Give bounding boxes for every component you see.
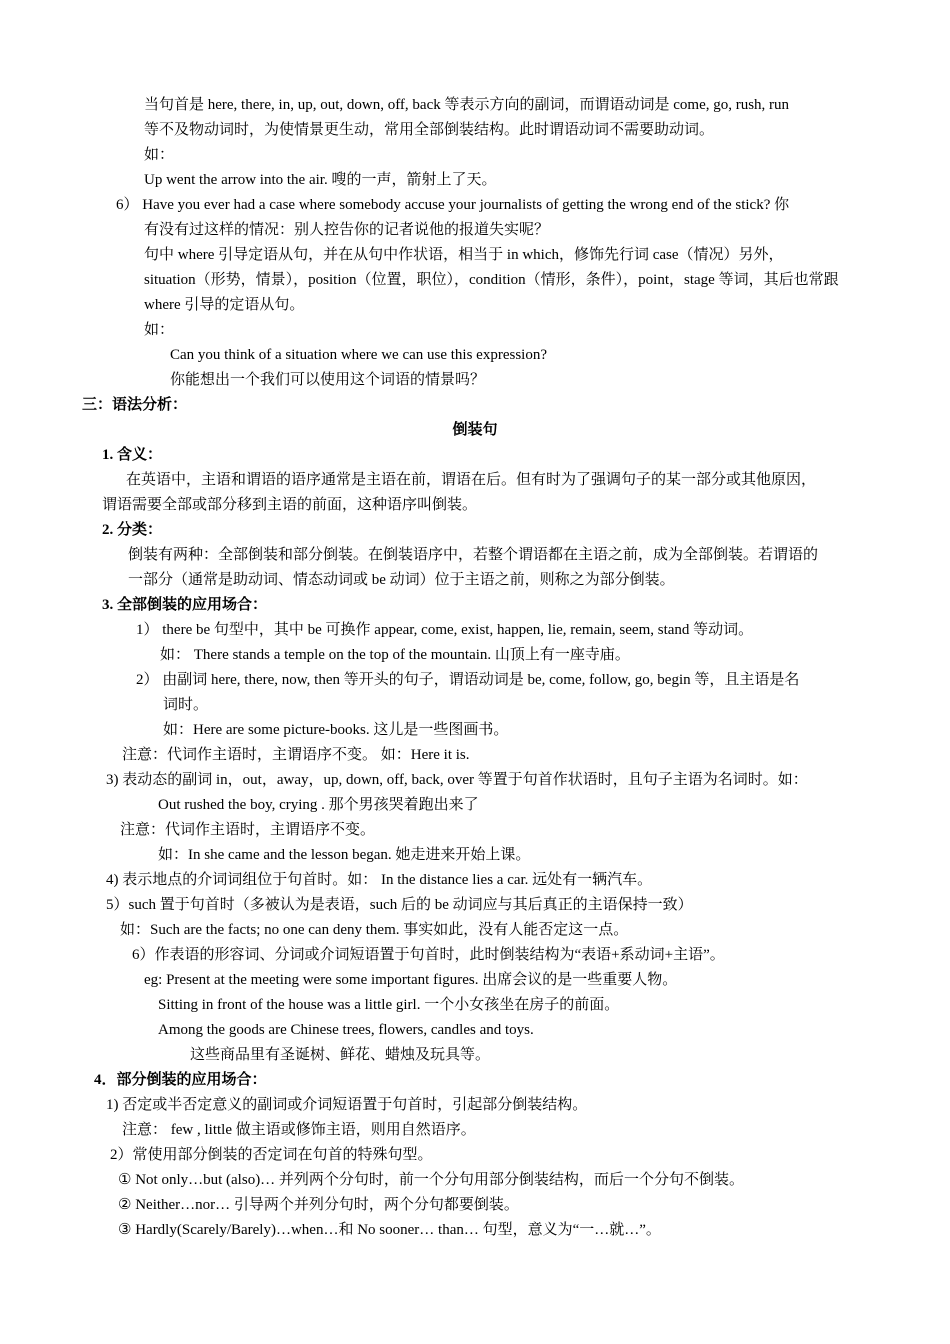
text-line: 如： xyxy=(144,147,175,163)
list-item: ② Neither…nor… 引导两个并列分句时，两个分句都要倒装。 xyxy=(118,1197,519,1213)
text-line: 如： xyxy=(144,322,175,338)
text-line: 有没有过这样的情况：别人控告你的记者说他的报道失实呢？ xyxy=(144,222,550,238)
subheading-full-inversion: 3. 全部倒装的应用场合： xyxy=(102,597,268,613)
example-sentence: 如：Here are some picture-books. 这儿是一些图画书。 xyxy=(163,722,509,738)
numbered-item: 1) 否定或半否定意义的副词或介词短语置于句首时，引起部分倒装结构。 xyxy=(106,1097,588,1113)
example-sentence: Among the goods are Chinese trees, flowers, candles and toys. xyxy=(158,1022,534,1038)
numbered-item: 2） 由副词 here, there, now, then 等开头的句子，谓语动词是 be, come, follow, go, begin 等，且主语是名 xyxy=(136,672,800,688)
text-line: 一部分（通常是助动词、情态动词或 be 动词）位于主语之前，则称之为部分倒装。 xyxy=(128,572,675,588)
numbered-item: 6） Have you ever had a case where somebody accuse your journalists of getting the wrong end of the stick? 你 xyxy=(116,197,790,213)
example-sentence: Sitting in front of the house was a little girl. 一个小女孩坐在房子的前面。 xyxy=(158,997,620,1013)
section-heading: 三：语法分析： xyxy=(82,397,188,413)
text-line: 句中 where 引导定语从句，并在从句中作状语，相当于 in which，修饰先行词 case（情况）另外， xyxy=(144,247,784,263)
text-line: situation（形势，情景），position（位置，职位），condition（情形，条件），point，stage 等词，其后也常跟 xyxy=(144,272,839,288)
section-title: 倒装句 xyxy=(452,422,498,438)
list-item: ① Not only…but (also)… 并列两个分句时，前一个分句用部分倒装结构，而后一个分句不倒装。 xyxy=(118,1172,744,1188)
example-sentence: Out rushed the boy, crying . 那个男孩哭着跑出来了 xyxy=(158,797,479,813)
note-line: 注意：代词作主语时，主谓语序不变。 xyxy=(120,822,376,838)
subheading-meaning: 1. 含义： xyxy=(102,447,163,463)
example-translation: 这些商品里有圣诞树、鲜花、蜡烛及玩具等。 xyxy=(190,1047,491,1063)
example-translation: 你能想出一个我们可以使用这个词语的情景吗？ xyxy=(170,372,486,388)
text-line: 当句首是 here, there, in, up, out, down, off, back 等表示方向的副词，而谓语动词是 come, go, rush, run xyxy=(144,97,790,113)
example-sentence: 如：In she came and the lesson began. 她走进来开始上课。 xyxy=(158,847,531,863)
example-sentence: eg: Present at the meeting were some important figures. 出席会议的是一些重要人物。 xyxy=(144,972,678,988)
text-line: 谓语需要全部或部分移到主语的前面，这种语序叫倒装。 xyxy=(102,497,478,513)
note-line: 注意：代词作主语时，主谓语序不变。 如：Here it is. xyxy=(122,747,470,763)
text-line: 等不及物动词时，为使情景更生动，常用全部倒装结构。此时谓语动词不需要助动词。 xyxy=(144,122,715,138)
note-line: 注意： few , little 做主语或修饰主语，则用自然语序。 xyxy=(122,1122,476,1138)
numbered-item: 2）常使用部分倒装的否定词在句首的特殊句型。 xyxy=(110,1147,433,1163)
numbered-item: 5）such 置于句首时（多被认为是表语，such 后的 be 动词应与其后真正的主语保持一致） xyxy=(106,897,693,913)
example-sentence: Up went the arrow into the air. 嗖的一声，箭射上了天。 xyxy=(144,172,497,188)
text-line: 词时。 xyxy=(163,697,209,713)
numbered-item: 3) 表动态的副词 in，out，away，up, down, off, back, over 等置于句首作状语时，且句子主语为名词时。如： xyxy=(106,772,808,788)
example-sentence: Can you think of a situation where we can use this expression? xyxy=(170,347,547,363)
text-line: where 引导的定语从句。 xyxy=(144,297,305,313)
text-line: 倒装有两种：全部倒装和部分倒装。在倒装语序中，若整个谓语都在主语之前，成为全部倒装。若谓语的 xyxy=(128,547,819,563)
example-sentence: 如：Such are the facts; no one can deny them. 事实如此，没有人能否定这一点。 xyxy=(120,922,629,938)
numbered-item: 6）作表语的形容词、分词或介词短语置于句首时，此时倒装结构为“表语+系动词+主语”。 xyxy=(132,947,725,963)
text-line: 在英语中，主语和谓语的语序通常是主语在前，谓语在后。但有时为了强调句子的某一部分或其他原因， xyxy=(126,472,817,488)
subheading-partial-inversion: 4．部分倒装的应用场合： xyxy=(94,1072,267,1088)
subheading-classification: 2. 分类： xyxy=(102,522,163,538)
example-sentence: 如： There stands a temple on the top of the mountain. 山顶上有一座寺庙。 xyxy=(160,647,630,663)
numbered-item: 4) 表示地点的介词词组位于句首时。如： In the distance lies a car. 远处有一辆汽车。 xyxy=(106,872,653,888)
list-item: ③ Hardly(Scarely/Barely)…when…和 No sooner… than… 句型，意义为“一…就…”。 xyxy=(118,1222,661,1238)
numbered-item: 1） there be 句型中，其中 be 可换作 appear, come, exist, happen, lie, remain, seem, stand 等动词。 xyxy=(136,622,754,638)
